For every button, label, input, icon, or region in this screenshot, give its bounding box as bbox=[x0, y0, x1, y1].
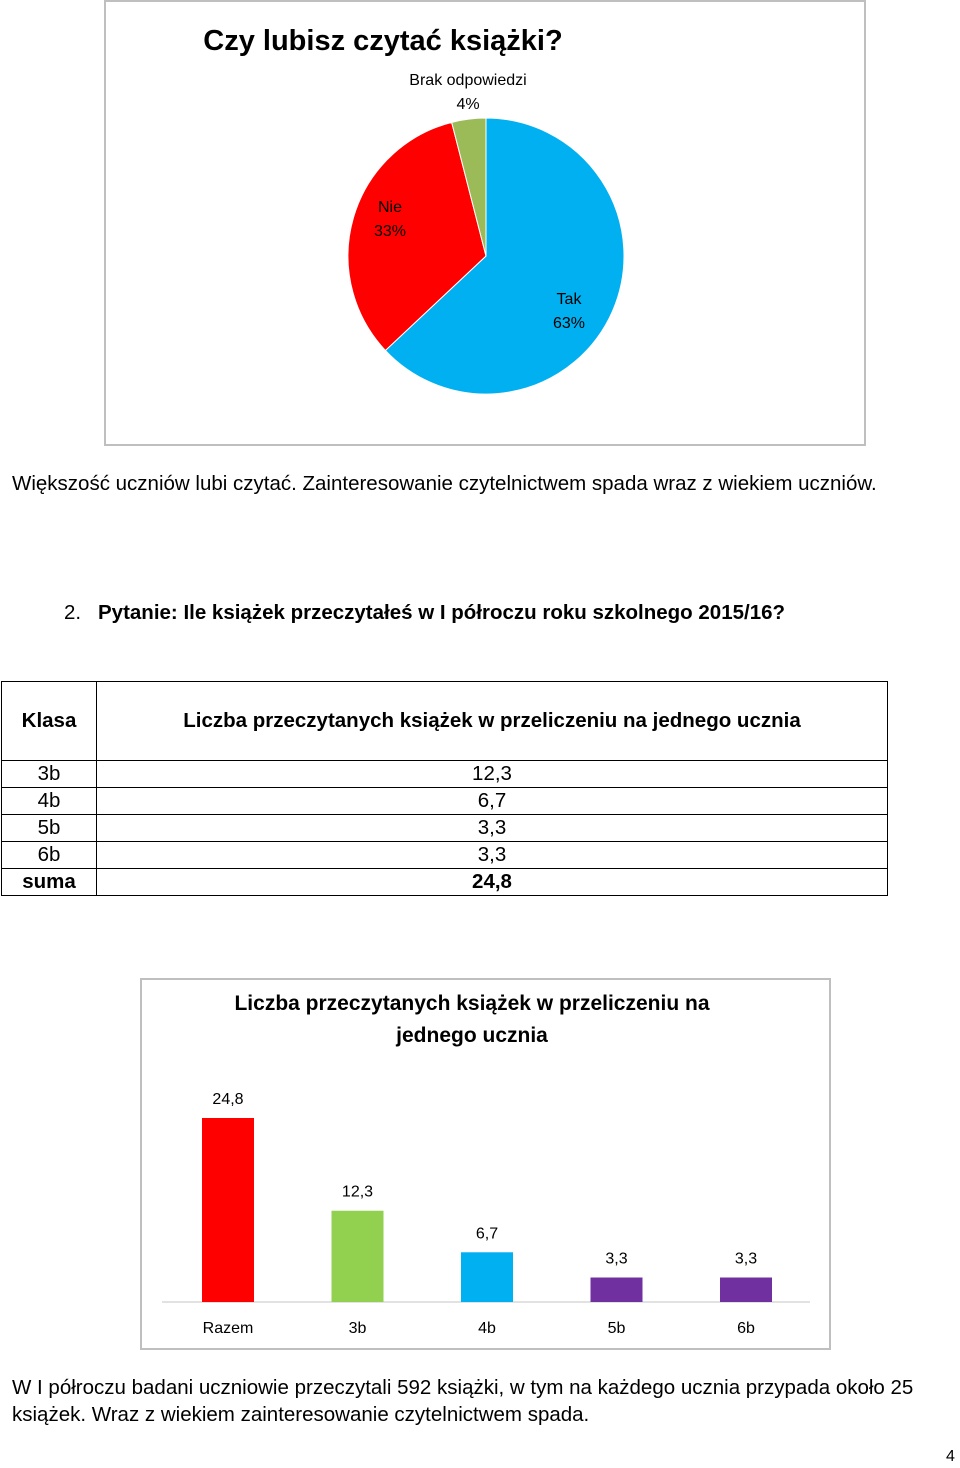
pie-chart-title: Czy lubisz czytać książki? bbox=[203, 25, 563, 57]
pie-chart-svg bbox=[106, 2, 864, 444]
x-tick-label: 3b bbox=[348, 1320, 367, 1337]
pie-label-value: 4% bbox=[456, 96, 480, 113]
bar-4b bbox=[461, 1252, 513, 1302]
cell-klasa: 6b bbox=[2, 842, 97, 869]
question-number: 2. bbox=[64, 601, 82, 624]
bar-6b bbox=[720, 1278, 772, 1302]
cell-value: 12,3 bbox=[97, 761, 888, 788]
bar-data-label: 12,3 bbox=[341, 1183, 374, 1201]
x-tick-label: Razem bbox=[202, 1320, 254, 1337]
bar-chart bbox=[140, 978, 831, 1350]
pie-label-name: Nie bbox=[377, 199, 403, 216]
bar-3b bbox=[332, 1211, 384, 1302]
table-sum-row bbox=[2, 869, 888, 896]
cell-sum-value: 24,8 bbox=[97, 869, 888, 896]
cell-klasa: 4b bbox=[2, 788, 97, 815]
cell-value: 3,3 bbox=[97, 842, 888, 869]
table-row bbox=[2, 761, 888, 788]
paragraph-summary: W I półroczu badani uczniowie przeczytali 592 książki, w tym na każdego ucznia przypada około 25 książek. Wraz z wiekiem zainteresowanie czytelnictwem spada. bbox=[12, 1376, 914, 1426]
table-row bbox=[2, 788, 888, 815]
paragraph-reading-interest: Większość uczniów lubi czytać. Zainteresowanie czytelnictwem spada wraz z wiekiem uczniów. bbox=[12, 472, 877, 495]
header-klasa: Klasa bbox=[2, 682, 97, 761]
header-books-per-student: Liczba przeczytanych książek w przeliczeniu na jednego ucznia bbox=[97, 682, 888, 761]
question-text: Pytanie: Ile książek przeczytałeś w I półroczu roku szkolnego 2015/16? bbox=[98, 601, 786, 624]
bar-chart-svg bbox=[142, 980, 829, 1348]
table-row bbox=[2, 842, 888, 869]
pie-label-value: 63% bbox=[552, 315, 586, 332]
pie-label-name: Brak odpowiedzi bbox=[409, 72, 527, 89]
bar-data-label: 24,8 bbox=[212, 1091, 244, 1108]
bar-data-label: 6,7 bbox=[475, 1225, 499, 1243]
bar-chart-title-line-1: Liczba przeczytanych książek w przeliczeniu na bbox=[234, 992, 710, 1015]
pie-label-name: Tak bbox=[556, 291, 582, 308]
x-tick-label: 5b bbox=[607, 1320, 626, 1337]
x-tick-label: 6b bbox=[737, 1320, 755, 1337]
cell-value: 6,7 bbox=[97, 788, 888, 815]
bar-data-label: 3,3 bbox=[605, 1250, 628, 1268]
cell-sum-label: suma bbox=[2, 869, 97, 896]
table-header-row bbox=[2, 682, 888, 761]
cell-klasa: 5b bbox=[2, 815, 97, 842]
bar-5b bbox=[591, 1278, 643, 1302]
pie-label-value: 33% bbox=[373, 223, 407, 240]
books-per-student-table bbox=[1, 681, 888, 896]
bar-razem bbox=[202, 1118, 254, 1302]
page-number: 4 bbox=[946, 1448, 955, 1465]
question-2 bbox=[64, 601, 785, 625]
pie-chart bbox=[104, 0, 866, 446]
x-tick-label: 4b bbox=[478, 1320, 496, 1337]
table-row bbox=[2, 815, 888, 842]
bar-chart-title-line-2: jednego ucznia bbox=[396, 1024, 548, 1047]
cell-value: 3,3 bbox=[97, 815, 888, 842]
bar-data-label: 3,3 bbox=[734, 1250, 758, 1268]
cell-klasa: 3b bbox=[2, 761, 97, 788]
